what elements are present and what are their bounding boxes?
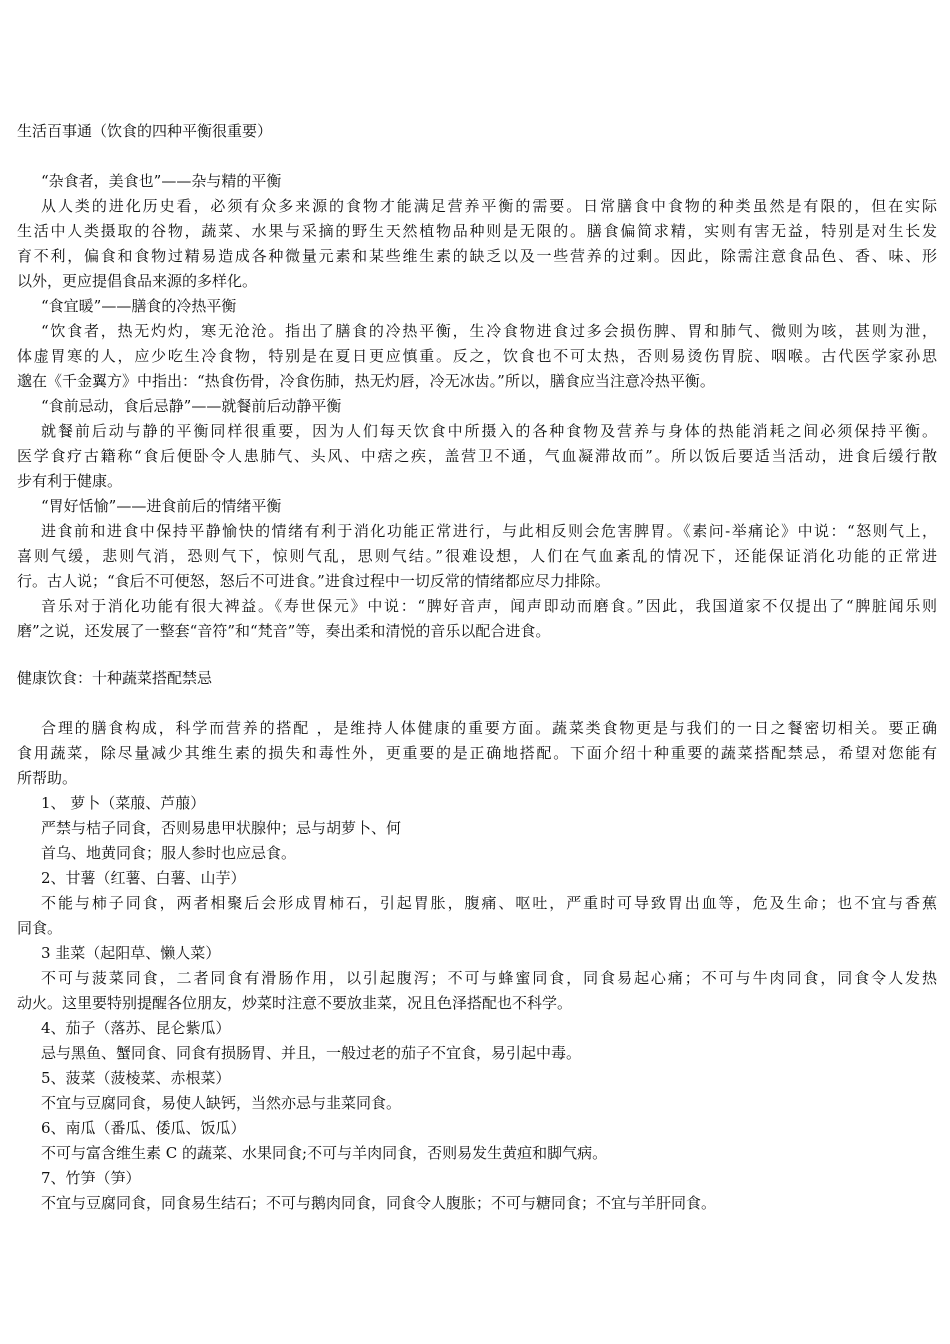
paragraph-line: 不宜与豆腐同食，易使人缺钙，当然亦忌与韭菜同食。 bbox=[41, 1094, 402, 1112]
paragraph-line: 生活中人类摄取的谷物，蔬菜、水果与采摘的野生天然植物品种则是无限的。膳食偏简求精，实则有害无益，特别是对生长发 bbox=[17, 222, 937, 240]
paragraph-line: 严禁与桔子同食，否则易患甲状腺仲；忌与胡萝卜、何 bbox=[41, 819, 402, 837]
paragraph-line: 育不利，偏食和食物过精易造成各种微量元素和某些维生素的缺乏以及一些营养的过剩。因此，除需注意食品色、香、味、形 bbox=[17, 247, 937, 265]
list-item-heading: 1、 萝卜（菜菔、芦菔） bbox=[41, 794, 206, 812]
list-item-heading: 5、菠菜（菠棱菜、赤根菜） bbox=[41, 1069, 231, 1087]
paragraph-line: 同食。 bbox=[17, 919, 63, 937]
paragraph-line: 磨”之说，还发展了一整套“音符”和“梵音”等，奏出柔和清悦的音乐以配合进食。 bbox=[17, 622, 551, 640]
paragraph-line: 所帮助。 bbox=[17, 769, 78, 787]
list-item-heading: 7、竹笋（笋） bbox=[41, 1169, 141, 1187]
section-title: 健康饮食：十种蔬菜搭配禁忌 bbox=[17, 669, 213, 687]
paragraph-line: 医学食疗古籍称“食后便卧令人患肺气、头风、中痞之疾，盖营卫不通，气血凝滞故而”。所以饭后要适当活动，进食后缓行散 bbox=[17, 447, 937, 465]
subheading: “食前忌动，食后忌静”——就餐前后动静平衡 bbox=[41, 397, 342, 415]
paragraph-line: 不宜与豆腐同食，同食易生结石；不可与鹅肉同食，同食令人腹胀；不可与糖同食；不宜与羊肝同食。 bbox=[41, 1194, 717, 1212]
subheading: “杂食者，美食也”——杂与精的平衡 bbox=[41, 172, 282, 190]
paragraph-line: 喜则气缓，悲则气消，恐则气下，惊则气乱，思则气结。”很难设想，人们在气血紊乱的情况下，还能保证消化功能的正常进 bbox=[17, 547, 937, 565]
paragraph-line: 进食前和进食中保持平静愉快的情绪有利于消化功能正常进行，与此相反则会危害脾胃。《素问-举痛论》中说：“怒则气上， bbox=[41, 522, 937, 540]
paragraph-line: 体虚胃寒的人，应少吃生冷食物，特别是在夏日更应慎重。反之，饮食也不可太热，否则易烫伤胃脘、咽喉。古代医学家孙思 bbox=[17, 347, 937, 365]
section-title: 生活百事通（饮食的四种平衡很重要） bbox=[17, 122, 273, 140]
list-item-heading: 3 韭菜（起阳草、懒人菜） bbox=[41, 944, 221, 962]
paragraph-line: 行。古人说；“食后不可便怒，怒后不可进食。”进食过程中一切反常的情绪都应尽力排除。 bbox=[17, 572, 610, 590]
paragraph-line: 从人类的进化历史看，必须有众多来源的食物才能满足营养平衡的需要。日常膳食中食物的种类虽然是有限的，但在实际 bbox=[41, 197, 937, 215]
paragraph-line: 不可与富含维生素 C 的蔬菜、水果同食;不可与羊肉同食，否则易发生黄疸和脚气病。 bbox=[41, 1144, 608, 1162]
paragraph-line: 音乐对于消化功能有很大裨益。《寿世保元》中说：“脾好音声，闻声即动而磨食。”因此，我国道家不仅提出了“脾脏闻乐则 bbox=[41, 597, 937, 615]
paragraph-line: 不可与菠菜同食，二者同食有滑肠作用，以引起腹泻；不可与蜂蜜同食，同食易起心痛；不可与牛肉同食，同食令人发热 bbox=[41, 969, 937, 987]
paragraph-line: 合理的膳食构成，科学而营养的搭配 ，是维持人体健康的重要方面。蔬菜类食物更是与我们的一日之餐密切相关。要正确 bbox=[41, 719, 937, 737]
paragraph-line: 食用蔬菜，除尽量减少其维生素的损失和毒性外，更重要的是正确地搭配。下面介绍十种重要的蔬菜搭配禁忌，希望对您能有 bbox=[17, 744, 937, 762]
paragraph-line: 就餐前后动与静的平衡同样很重要，因为人们每天饮食中所摄入的各种食物及营养与身体的热能消耗之间必须保持平衡。 bbox=[41, 422, 937, 440]
subheading: “食宜暖”——膳食的冷热平衡 bbox=[41, 297, 237, 315]
paragraph-line: “饮食者，热无灼灼，寒无沧沧。指出了膳食的冷热平衡，生冷食物进食过多会损伤脾、胃和肺气、微则为咳，甚则为泄， bbox=[41, 322, 937, 340]
paragraph-line: 首乌、地黄同食；服人参时也应忌食。 bbox=[41, 844, 297, 862]
paragraph-line: 邈在《千金翼方》中指出：“热食伤骨，冷食伤肺，热无灼唇，冷无冰齿。”所以，膳食应当注意冷热平衡。 bbox=[17, 372, 715, 390]
paragraph-line: 动火。这里要特别提醒各位朋友，炒菜时注意不要放韭菜，况且色泽搭配也不科学。 bbox=[17, 994, 573, 1012]
paragraph-line: 以外，更应提倡食品来源的多样化。 bbox=[17, 272, 258, 290]
paragraph-line: 不能与柿子同食，两者相聚后会形成胃柿石，引起胃胀，腹痛、呕吐，严重时可导致胃出血等，危及生命；也不宜与香蕉 bbox=[41, 894, 937, 912]
subheading: “胃好恬愉”——进食前后的情绪平衡 bbox=[41, 497, 282, 515]
list-item-heading: 2、甘薯（红薯、白薯、山芋） bbox=[41, 869, 246, 887]
list-item-heading: 6、南瓜（番瓜、倭瓜、饭瓜） bbox=[41, 1119, 246, 1137]
paragraph-line: 忌与黑鱼、蟹同食、同食有损肠胃、并且，一般过老的茄子不宜食，易引起中毒。 bbox=[41, 1044, 582, 1062]
paragraph-line: 步有利于健康。 bbox=[17, 472, 123, 490]
list-item-heading: 4、茄子（落苏、昆仑紫瓜） bbox=[41, 1019, 231, 1037]
